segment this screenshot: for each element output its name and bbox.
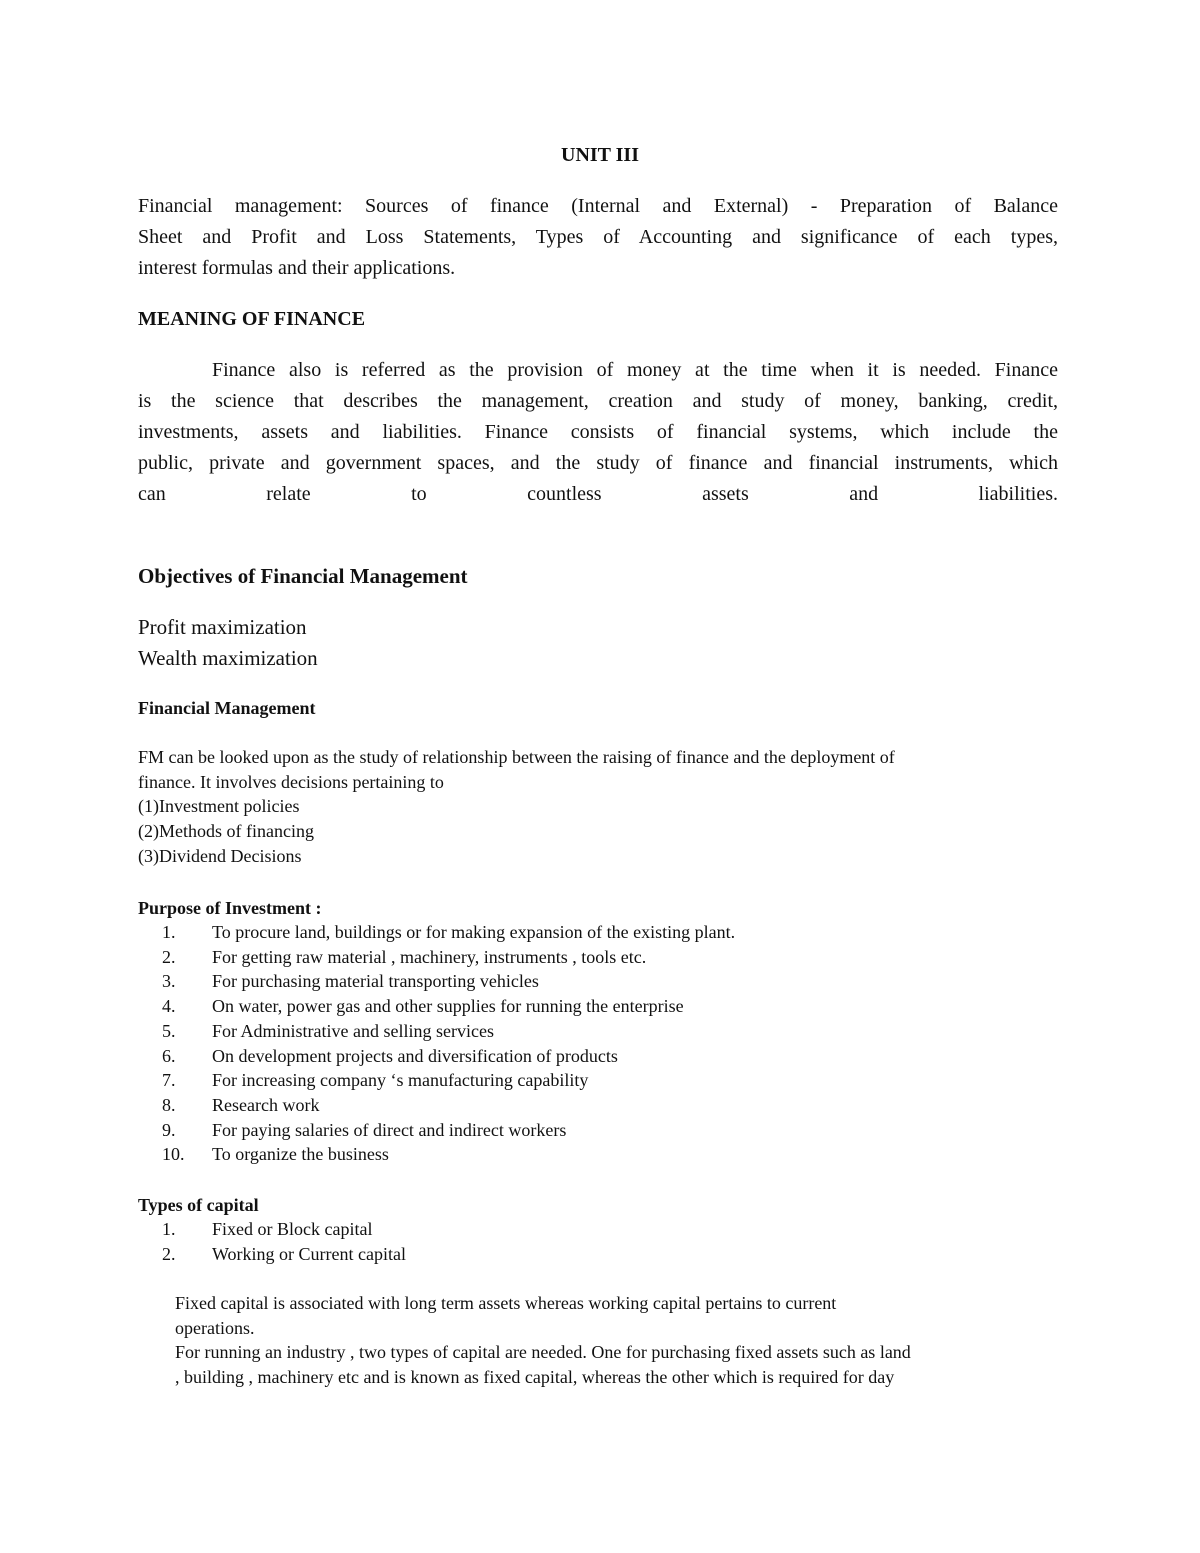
page-title: UNIT III xyxy=(561,144,639,166)
list-item: On water, power gas and other supplies for running the enterprise xyxy=(212,996,684,1017)
purpose-heading: Purpose of Investment : xyxy=(138,898,322,918)
list-item: Research work xyxy=(212,1094,320,1115)
capital-line: operations. xyxy=(175,1318,255,1338)
list-number: 2. xyxy=(162,1244,176,1264)
list-number: 1. xyxy=(162,922,176,942)
capital-line: Fixed capital is associated with long term assets whereas working capital pertains to current xyxy=(175,1293,837,1313)
list-number: 7. xyxy=(162,1070,176,1091)
list-number: 8. xyxy=(162,1094,176,1115)
list-item: For purchasing material transporting vehicles xyxy=(212,971,539,992)
fm-line: (2)Methods of financing xyxy=(138,821,314,841)
list-number: 9. xyxy=(162,1119,176,1140)
objective-item: Wealth maximization xyxy=(138,646,318,670)
syllabus-line: Financial management: Sources of finance (Internal and External) - Preparation of Balance xyxy=(138,195,1058,217)
objectives-heading: Objectives of Financial Management xyxy=(138,564,468,588)
list-item: For paying salaries of direct and indirect workers xyxy=(212,1119,567,1140)
fm-line: (3)Dividend Decisions xyxy=(138,846,302,866)
capital-line: , building , machinery etc and is known as fixed capital, whereas the other which is required for day xyxy=(175,1367,895,1387)
syllabus-line: interest formulas and their applications. xyxy=(138,257,456,279)
fm-line: (1)Investment policies xyxy=(138,796,300,816)
meaning-line: is the science that describes the management, creation and study of money, banking, credit, xyxy=(138,390,1058,412)
objective-item: Profit maximization xyxy=(138,615,307,639)
list-number: 6. xyxy=(162,1045,176,1066)
list-item: To organize the business xyxy=(212,1144,389,1165)
list-item: For Administrative and selling services xyxy=(212,1020,494,1041)
syllabus-line: Sheet and Profit and Loss Statements, Types of Accounting and significance of each types, xyxy=(138,226,1058,248)
list-number: 1. xyxy=(162,1219,176,1239)
list-item: Working or Current capital xyxy=(212,1244,406,1264)
list-item: To procure land, buildings or for making expansion of the existing plant. xyxy=(212,922,736,942)
list-number: 2. xyxy=(162,946,176,967)
meaning-line: public, private and government spaces, and the study of finance and financial instruments, which xyxy=(138,452,1058,474)
meaning-heading: MEANING OF FINANCE xyxy=(138,308,366,330)
capital-heading: Types of capital xyxy=(138,1195,259,1215)
fm-line: finance. It involves decisions pertaining to xyxy=(138,772,444,792)
list-number: 10. xyxy=(162,1144,185,1165)
list-number: 4. xyxy=(162,996,176,1017)
list-item: Fixed or Block capital xyxy=(212,1219,373,1239)
list-item: For increasing company ‘s manufacturing capability xyxy=(212,1070,589,1091)
capital-line: For running an industry , two types of capital are needed. One for purchasing fixed assets such as land xyxy=(175,1342,911,1362)
meaning-line: can relate to countless assets and liabilities. xyxy=(138,483,1058,505)
list-item: On development projects and diversification of products xyxy=(212,1045,618,1066)
list-item: For getting raw material , machinery, instruments , tools etc. xyxy=(212,946,647,967)
fm-line: FM can be looked upon as the study of relationship between the raising of finance and the deployment of xyxy=(138,747,895,767)
list-number: 3. xyxy=(162,971,176,992)
fm-heading: Financial Management xyxy=(138,698,316,718)
list-number: 5. xyxy=(162,1020,176,1041)
meaning-line: investments, assets and liabilities. Finance consists of financial systems, which include the xyxy=(138,421,1058,443)
meaning-line: Finance also is referred as the provision of money at the time when it is needed. Finance xyxy=(212,359,1058,381)
